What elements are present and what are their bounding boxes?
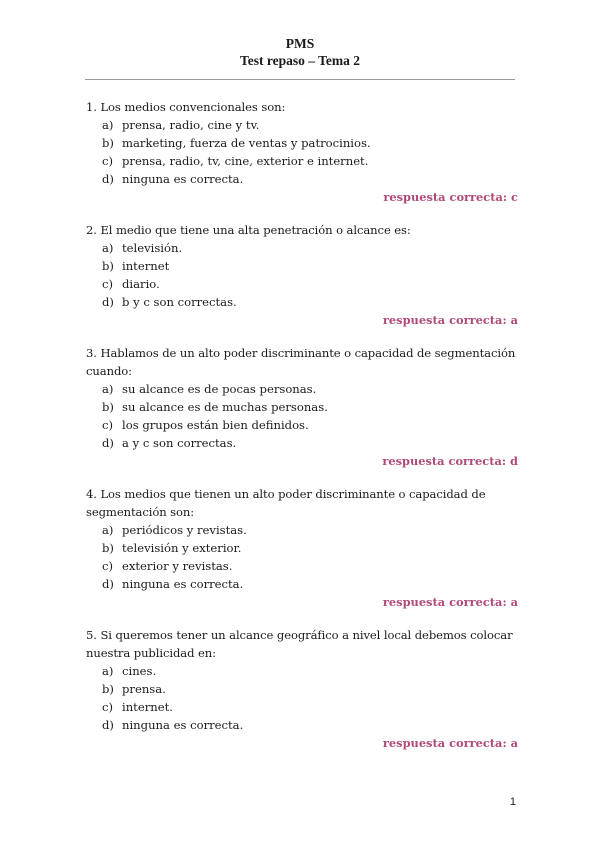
option-letter: b) [102, 541, 114, 555]
option-letter: a) [102, 241, 114, 255]
option-text: su alcance es de muchas personas. [122, 400, 328, 414]
question-block [86, 344, 518, 470]
correct-answer: respuesta correcta: a [382, 736, 518, 750]
correct-answer: respuesta correcta: a [382, 595, 518, 609]
option-list [86, 521, 518, 593]
option-letter: a) [102, 118, 114, 132]
option-text: marketing, fuerza de ventas y patrocinios. [122, 136, 371, 150]
option-item [86, 698, 518, 716]
option-letter: b) [102, 400, 114, 414]
option-text: televisión. [122, 241, 183, 255]
option-item [86, 152, 518, 170]
option-letter: d) [102, 577, 114, 591]
question-block [86, 98, 518, 206]
option-text: ninguna es correcta. [122, 577, 244, 591]
option-list [86, 662, 518, 734]
document-title: PMS [285, 36, 315, 51]
option-text: ninguna es correcta. [122, 718, 244, 732]
option-letter: b) [102, 682, 114, 696]
option-letter: a) [102, 664, 114, 678]
option-item [86, 116, 518, 134]
option-item [86, 134, 518, 152]
option-text: b y c son correctas. [122, 295, 237, 309]
option-letter: d) [102, 718, 114, 732]
option-text: cines. [122, 664, 157, 678]
option-item [86, 575, 518, 593]
option-item [86, 680, 518, 698]
option-text: prensa. [122, 682, 166, 696]
option-item [86, 398, 518, 416]
option-letter: b) [102, 136, 114, 150]
option-letter: d) [102, 436, 114, 450]
option-text: exterior y revistas. [122, 559, 233, 573]
option-text: internet [122, 259, 170, 273]
option-letter: c) [102, 277, 114, 291]
option-list [86, 380, 518, 452]
option-text: su alcance es de pocas personas. [122, 382, 317, 396]
option-letter: b) [102, 259, 114, 273]
option-item [86, 416, 518, 434]
correct-answer: respuesta correcta: a [382, 313, 518, 327]
document-header [0, 35, 600, 69]
option-text: internet. [122, 700, 173, 714]
document-subtitle: Test repaso – Tema 2 [239, 53, 361, 68]
option-text: los grupos están bien definidos. [122, 418, 309, 432]
option-list [86, 239, 518, 311]
page-number: 1 [509, 796, 516, 808]
question-block [86, 626, 518, 752]
header-divider [85, 79, 515, 80]
question-text: 2. El medio que tiene una alta penetración o alcance es: [86, 223, 411, 237]
option-item [86, 257, 518, 275]
option-text: ninguna es correcta. [122, 172, 244, 186]
option-item [86, 434, 518, 452]
option-text: prensa, radio, tv, cine, exterior e internet. [122, 154, 369, 168]
question-text: 3. Hablamos de un alto poder discriminante o capacidad de segmentación cuando: [86, 346, 516, 378]
option-item [86, 275, 518, 293]
option-letter: d) [102, 295, 114, 309]
option-item [86, 662, 518, 680]
option-item [86, 557, 518, 575]
question-block [86, 221, 518, 329]
correct-answer: respuesta correcta: d [382, 454, 518, 468]
question-text: 1. Los medios convencionales son: [86, 100, 286, 114]
option-item [86, 539, 518, 557]
option-item [86, 521, 518, 539]
question-text: 4. Los medios que tienen un alto poder discriminante o capacidad de segmentación son: [86, 487, 486, 519]
option-letter: c) [102, 418, 114, 432]
option-letter: c) [102, 154, 114, 168]
option-list [86, 116, 518, 188]
option-item [86, 170, 518, 188]
option-letter: a) [102, 382, 114, 396]
option-letter: c) [102, 700, 114, 714]
option-text: a y c son correctas. [122, 436, 237, 450]
correct-answer: respuesta correcta: c [383, 190, 518, 204]
option-item [86, 293, 518, 311]
question-list [86, 98, 518, 767]
option-letter: a) [102, 523, 114, 537]
option-text: prensa, radio, cine y tv. [122, 118, 260, 132]
option-letter: d) [102, 172, 114, 186]
option-text: televisión y exterior. [122, 541, 242, 555]
option-text: diario. [122, 277, 160, 291]
option-item [86, 239, 518, 257]
question-text: 5. Si queremos tener un alcance geográfico a nivel local debemos colocar nuestra publicidad en: [86, 628, 513, 660]
option-item [86, 716, 518, 734]
option-item [86, 380, 518, 398]
option-letter: c) [102, 559, 114, 573]
question-block [86, 485, 518, 611]
option-text: periódicos y revistas. [122, 523, 247, 537]
